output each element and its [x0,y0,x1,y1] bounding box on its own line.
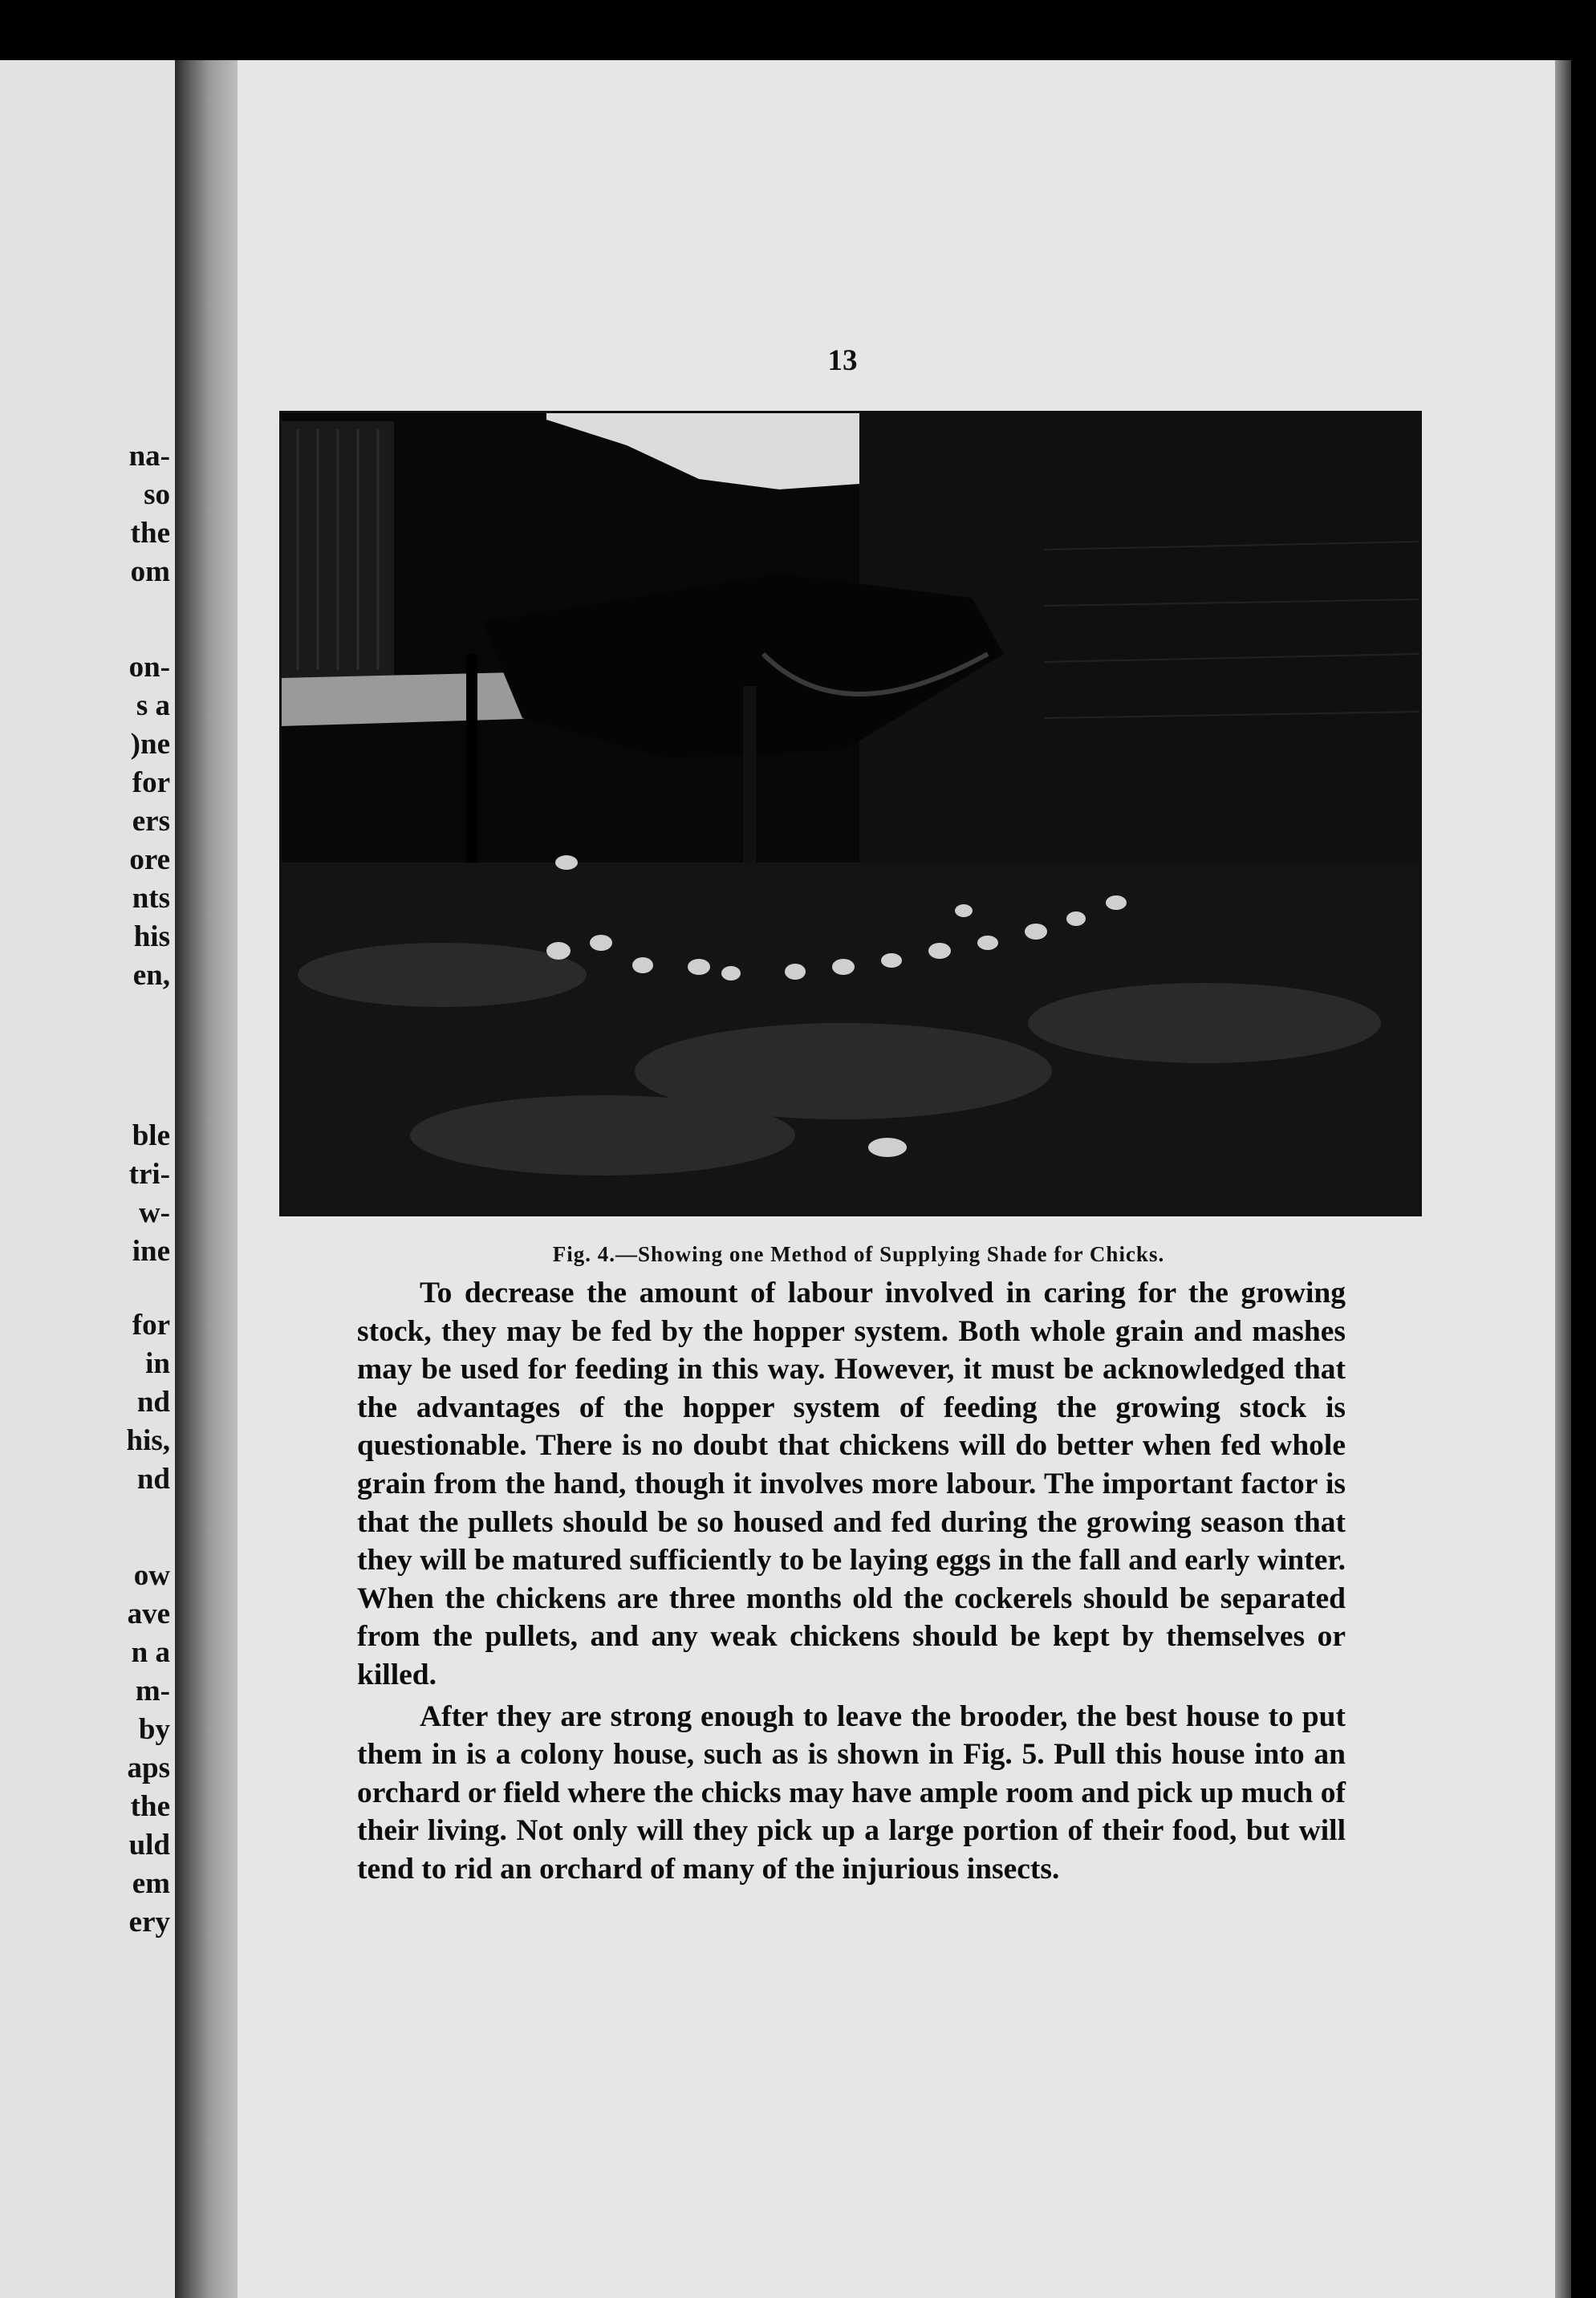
facing-line: ow [133,1559,170,1592]
facing-line: om [130,555,170,588]
facing-line: uld [128,1829,170,1862]
body-text [357,1274,1346,1892]
facing-line: on- [128,651,170,684]
facing-line: for [132,1309,170,1342]
facing-line: )ne [130,728,170,761]
facing-line: by [138,1713,170,1746]
facing-line: s a [136,689,170,722]
facing-line: his [133,920,170,953]
facing-line: ery [128,1906,170,1939]
facing-page-fragment [0,60,175,2298]
facing-line: nts [132,882,170,915]
facing-line: n a [131,1636,170,1669]
facing-line: en, [132,959,170,992]
figure-caption: Fig. 4.—Showing one Method of Supplying Shade for Chicks. [552,1242,1165,1266]
facing-line: na- [128,440,170,473]
facing-line: ore [129,843,170,876]
facing-line: so [144,478,170,511]
facing-line: ave [127,1598,170,1630]
facing-line: the [130,517,170,550]
facing-line: aps [127,1752,170,1784]
facing-line: ble [132,1119,170,1152]
facing-line: m- [135,1675,170,1707]
facing-line: ers [132,805,170,838]
facing-line: nd [136,1386,170,1419]
facing-line: ine [132,1235,170,1268]
facing-line: for [132,766,170,799]
facing-line: nd [136,1463,170,1496]
facing-line: tri- [128,1158,170,1191]
facing-line: em [132,1867,170,1900]
facing-line: in [145,1347,170,1380]
facing-line: his, [126,1424,170,1457]
facing-line: w- [138,1196,170,1229]
figure-photograph [279,411,1422,1216]
facing-line: the [130,1790,170,1823]
book-gutter [175,60,238,2298]
paragraph: To decrease the amount of labour involved in caring for the growing stock, they may be fed by the hopper system. Both whole grain and mashes may be used for feeding in this way. However, it must be acknowledged that the advantages of the hopper system of feeding the growing stock is questionable. There is no doubt that chickens will do better when fed whole grain from the hand, though it involves more labour. The important factor is that the pullets should be so housed and fed during the growing season that they will be matured sufficiently to be laying eggs in the fall and early winter. When the chickens are three months old the cockerels should be separated from the pullets, and any weak chickens should be kept by themselves or killed. [357,1277,1346,1691]
paragraph: After they are strong enough to leave the brooder, the best house to put them in is a colony house, such as is shown in Fig. 5. Pull this house into an orchard or field where the chicks may have ample room and pick up much of their living. Not only will they pick up a large portion of their food, but will tend to rid an orchard of many of the injurious insects. [357,1699,1346,1886]
page-number: 13 [827,344,858,377]
photo-chicks-shade-scene [282,413,1419,1214]
page-edge-shadow [1555,60,1571,2298]
